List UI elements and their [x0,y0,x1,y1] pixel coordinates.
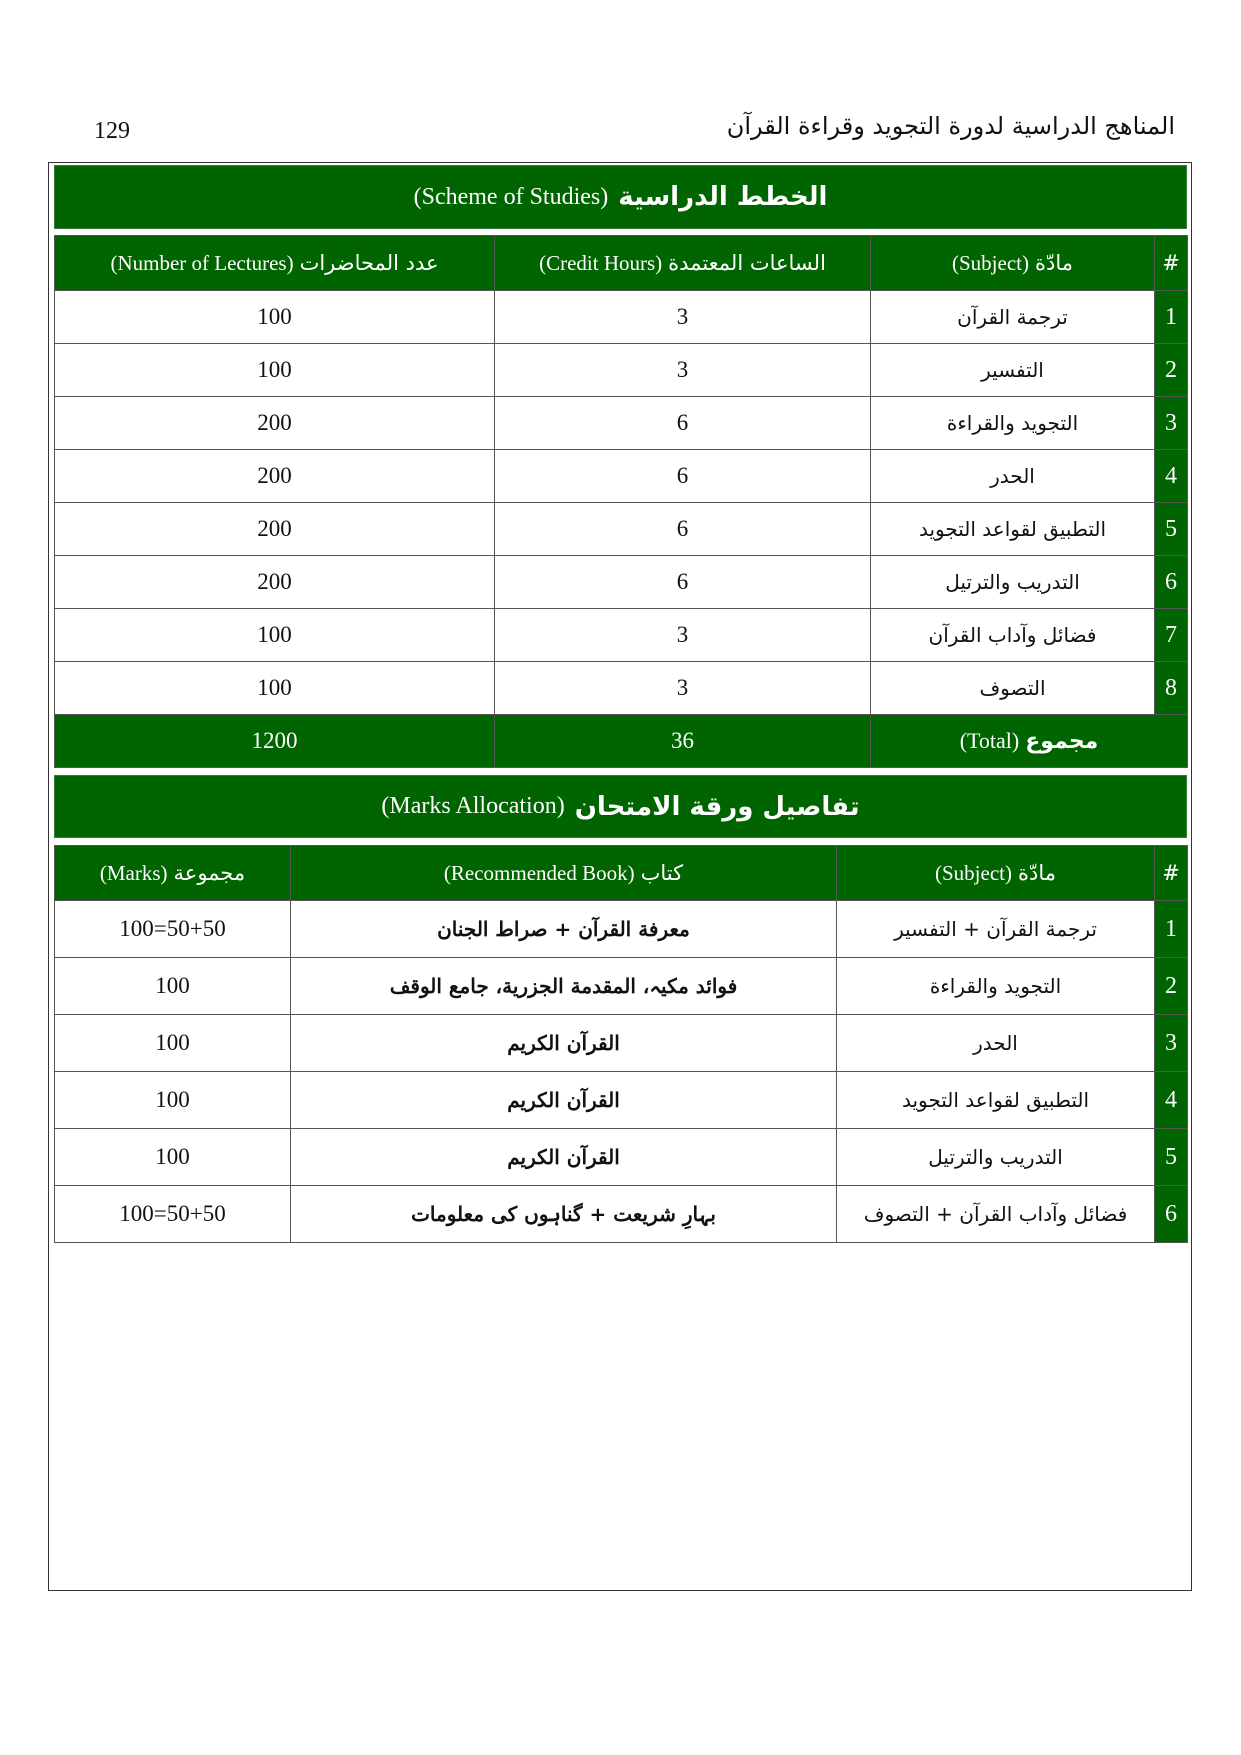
marks-cell: 100 [55,1015,291,1072]
marks-cell: 100 [55,958,291,1015]
credit-hours-cell: 3 [495,662,871,715]
marks-cell: 100=50+50 [55,1186,291,1243]
marks-cell: 100=50+50 [55,901,291,958]
subject-cell: فضائل وآداب القرآن + التصوف [837,1186,1155,1243]
subject-cell: الحدر [837,1015,1155,1072]
subject-cell: ترجمة القرآن + التفسير [837,901,1155,958]
credit-hours-cell: 3 [495,609,871,662]
total-label-en: (Total) [959,728,1020,753]
marks-table-row [55,1186,1188,1243]
row-number: 5 [1155,503,1188,556]
header-lectures-en: (Number of Lectures) [110,250,294,275]
row-number: 2 [1155,958,1188,1015]
marks-table-row [55,1129,1188,1186]
header-subject-ar: مادّة [1034,250,1073,275]
total-label-ar: مجموع [1025,729,1099,754]
scheme-table [54,235,1188,768]
subject-cell: التجويد والقراءة [837,958,1155,1015]
lectures-cell: 200 [55,556,495,609]
lectures-cell: 100 [55,609,495,662]
scheme-total-row [55,715,1188,768]
lectures-cell: 100 [55,291,495,344]
header-subject-en: (Subject) [952,250,1029,275]
marks-header-marks-en: (Marks) [99,860,168,885]
row-number: 3 [1155,397,1188,450]
marks-header-marks-ar: مجموعة [173,860,246,885]
row-number: 4 [1155,1072,1188,1129]
marks-table [54,845,1188,1243]
credit-hours-cell: 6 [495,450,871,503]
subject-cell: التدريب والترتيل [871,556,1155,609]
credit-hours-cell: 6 [495,503,871,556]
header-credit-en: (Credit Hours) [539,250,663,275]
header-subject [871,236,1155,291]
row-number: 6 [1155,556,1188,609]
row-number: 1 [1155,901,1188,958]
marks-table-row [55,1072,1188,1129]
header-credit-ar: الساعات المعتمدة [668,250,826,275]
scheme-title-band [54,165,1187,229]
scheme-table-row [55,291,1188,344]
total-lectures: 1200 [55,715,495,768]
scheme-header-row [55,236,1188,291]
subject-cell: التجويد والقراءة [871,397,1155,450]
subject-cell: التدريب والترتيل [837,1129,1155,1186]
marks-table-row [55,1015,1188,1072]
credit-hours-cell: 3 [495,344,871,397]
row-number: 1 [1155,291,1188,344]
row-number: 8 [1155,662,1188,715]
marks-header-subject [837,846,1155,901]
subject-cell: الحدر [871,450,1155,503]
marks-title-en: (Marks Allocation) [381,793,565,819]
marks-table-row [55,901,1188,958]
credit-hours-cell: 3 [495,291,871,344]
scheme-table-row [55,556,1188,609]
recommended-book-cell: القرآن الكريم [291,1129,837,1186]
recommended-book-cell: القرآن الكريم [291,1015,837,1072]
marks-header-subject-en: (Subject) [935,860,1012,885]
marks-title-ar: تفاصيل ورقة الامتحان [574,791,860,822]
total-credit-hours: 36 [495,715,871,768]
row-number: 5 [1155,1129,1188,1186]
scheme-table-row [55,450,1188,503]
subject-cell: التطبيق لقواعد التجويد [837,1072,1155,1129]
marks-header-number: # [1155,846,1188,901]
scheme-title-en: (Scheme of Studies) [413,183,609,210]
row-number: 2 [1155,344,1188,397]
row-number: 4 [1155,450,1188,503]
row-number: 7 [1155,609,1188,662]
header-number: # [1155,236,1188,291]
running-head: المناهج الدراسية لدورة التجويد وقراءة القرآن [726,112,1175,140]
lectures-cell: 200 [55,397,495,450]
recommended-book-cell: القرآن الكريم [291,1072,837,1129]
scheme-table-row [55,397,1188,450]
header-lectures-ar: عدد المحاضرات [299,250,439,275]
lectures-cell: 200 [55,503,495,556]
lectures-cell: 100 [55,662,495,715]
scheme-title-ar: الخطط الدراسية [618,182,828,212]
marks-title-band [54,775,1187,838]
credit-hours-cell: 6 [495,556,871,609]
page-number: 129 [94,118,130,144]
marks-header-book [291,846,837,901]
marks-header-book-en: (Recommended Book) [443,860,635,885]
total-label [871,715,1188,768]
lectures-cell: 100 [55,344,495,397]
marks-header-row [55,846,1188,901]
recommended-book-cell: معرفة القرآن + صراط الجنان [291,901,837,958]
subject-cell: ترجمة القرآن [871,291,1155,344]
lectures-cell: 200 [55,450,495,503]
recommended-book-cell: بہارِ شریعت + گناہوں کی معلومات [291,1186,837,1243]
scheme-table-row [55,503,1188,556]
row-number: 3 [1155,1015,1188,1072]
subject-cell: التصوف [871,662,1155,715]
marks-table-row [55,958,1188,1015]
scheme-table-row [55,344,1188,397]
subject-cell: فضائل وآداب القرآن [871,609,1155,662]
marks-header-book-ar: كتاب [640,860,684,885]
marks-cell: 100 [55,1072,291,1129]
header-lectures [55,236,495,291]
scheme-table-row [55,662,1188,715]
row-number: 6 [1155,1186,1188,1243]
scheme-table-row [55,609,1188,662]
marks-header-subject-ar: مادّة [1017,860,1056,885]
credit-hours-cell: 6 [495,397,871,450]
subject-cell: التطبيق لقواعد التجويد [871,503,1155,556]
marks-cell: 100 [55,1129,291,1186]
marks-header-marks [55,846,291,901]
subject-cell: التفسير [871,344,1155,397]
header-credit-hours [495,236,871,291]
recommended-book-cell: فوائد مکیہ، المقدمة الجزرية، جامع الوقف [291,958,837,1015]
